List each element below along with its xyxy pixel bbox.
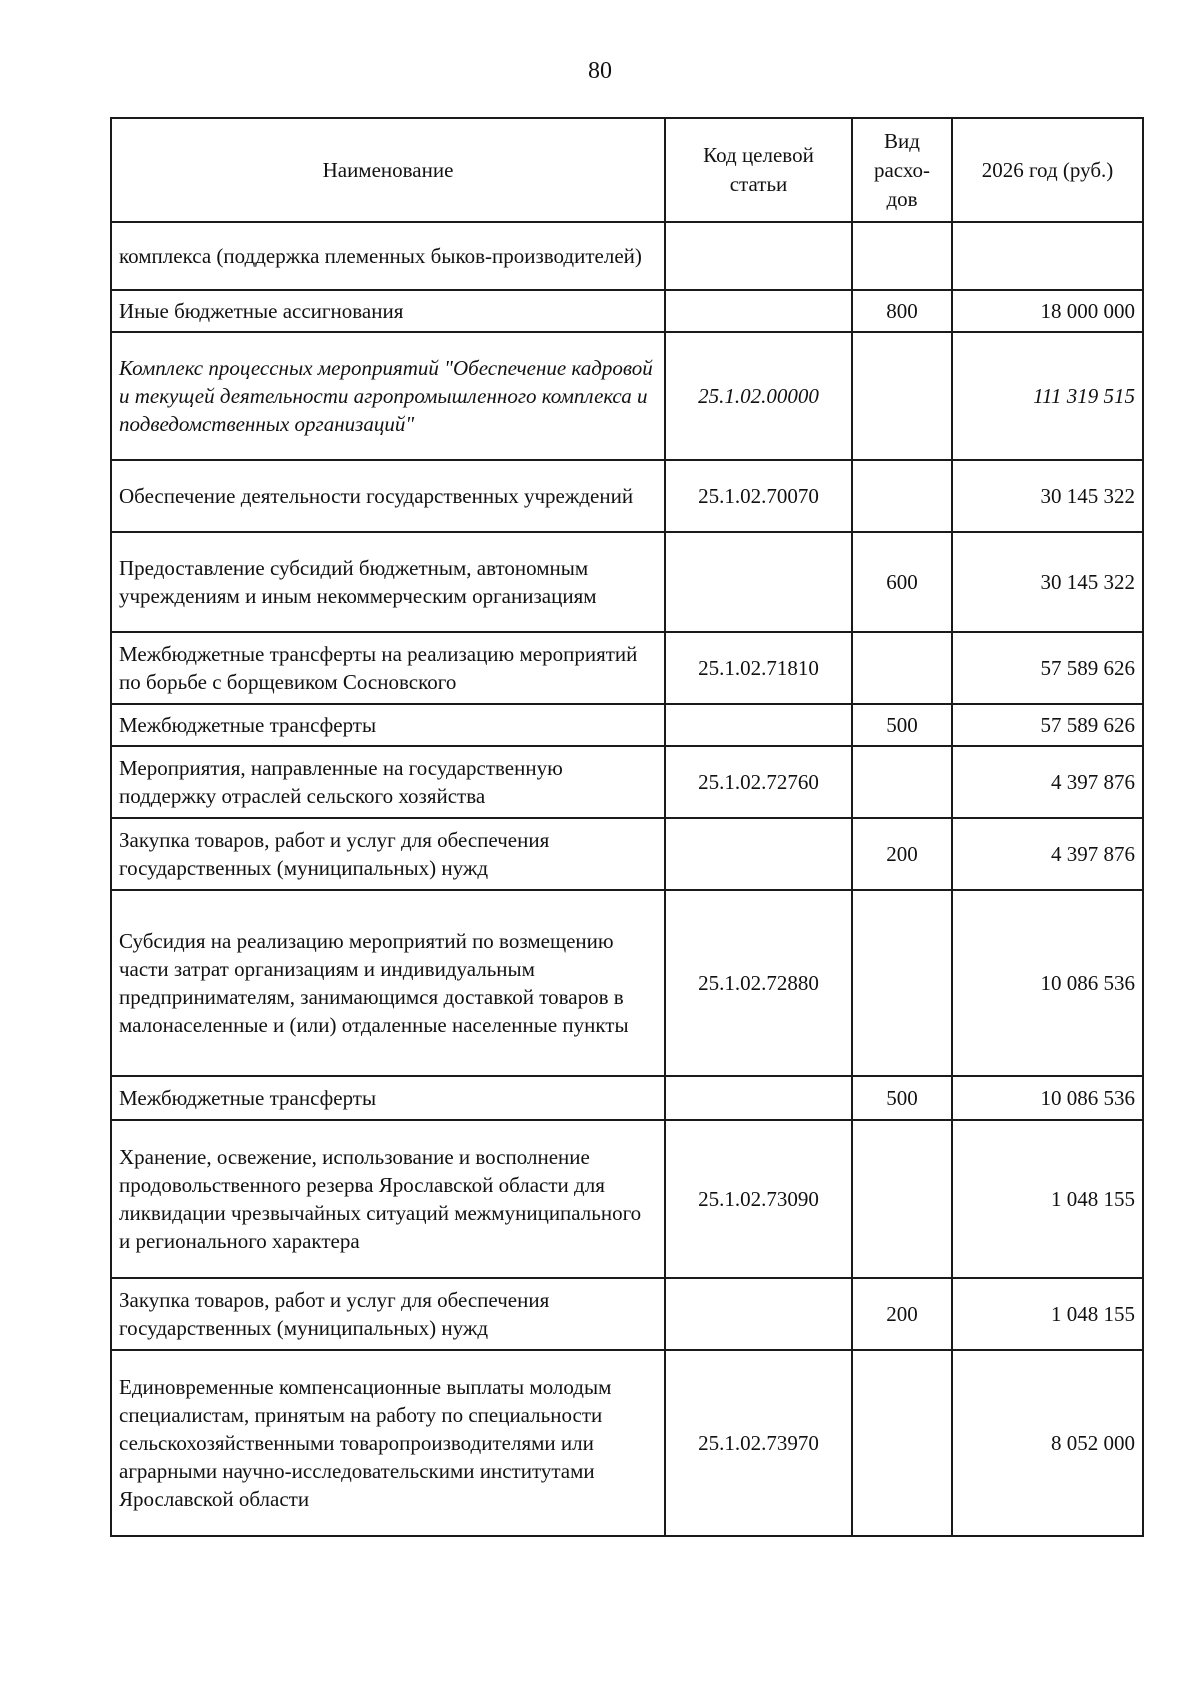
row-name: комплекса (поддержка племенных быков-производителей) (111, 222, 665, 290)
row-type (852, 1350, 952, 1536)
row-name: Единовременные компенсационные выплаты молодым специалистам, принятым на работу по специальности сельскохозяйственными товаропроизводителями или аграрными научно-исследовательскими институтами Ярославской области (111, 1350, 665, 1536)
row-name: Мероприятия, направленные на государственную поддержку отраслей сельского хозяйства (111, 746, 665, 818)
row-amount: 4 397 876 (952, 818, 1143, 890)
row-amount: 30 145 322 (952, 532, 1143, 632)
row-amount: 1 048 155 (952, 1278, 1143, 1350)
row-code: 25.1.02.73970 (665, 1350, 852, 1536)
row-name: Межбюджетные трансферты (111, 704, 665, 746)
table-row (111, 532, 1143, 632)
table-row (111, 1120, 1143, 1278)
row-type (852, 460, 952, 532)
header-code: Код целевой статьи (665, 118, 852, 222)
row-type: 500 (852, 704, 952, 746)
table-row (111, 290, 1143, 332)
row-name: Хранение, освежение, использование и восполнение продовольственного резерва Ярославской области для ликвидации чрезвычайных ситуаций межмуниципального и регионального характера (111, 1120, 665, 1278)
row-code (665, 1278, 852, 1350)
row-name: Иные бюджетные ассигнования (111, 290, 665, 332)
row-name: Закупка товаров, работ и услуг для обеспечения государственных (муниципальных) нужд (111, 1278, 665, 1350)
row-code: 25.1.02.73090 (665, 1120, 852, 1278)
table-row (111, 632, 1143, 704)
row-code: 25.1.02.70070 (665, 460, 852, 532)
table-row (111, 704, 1143, 746)
table-row (111, 890, 1143, 1076)
row-type: 500 (852, 1076, 952, 1120)
row-name: Межбюджетные трансферты на реализацию мероприятий по борьбе с борщевиком Сосновского (111, 632, 665, 704)
row-name: Закупка товаров, работ и услуг для обеспечения государственных (муниципальных) нужд (111, 818, 665, 890)
row-type (852, 890, 952, 1076)
row-amount: 57 589 626 (952, 632, 1143, 704)
row-type (852, 332, 952, 460)
table-row (111, 222, 1143, 290)
table-header-row (111, 118, 1143, 222)
budget-table (110, 117, 1144, 1537)
table-row (111, 818, 1143, 890)
row-amount: 111 319 515 (952, 332, 1143, 460)
table-row (111, 332, 1143, 460)
row-name: Обеспечение деятельности государственных учреждений (111, 460, 665, 532)
row-type: 200 (852, 818, 952, 890)
row-amount: 10 086 536 (952, 1076, 1143, 1120)
row-name: Субсидия на реализацию мероприятий по возмещению части затрат организациям и индивидуальным предпринимателям, занимающимся доставкой товаров в малонаселенные и (или) отдаленные населенные пункты (111, 890, 665, 1076)
header-type: Вид расхо-дов (852, 118, 952, 222)
row-name: Межбюджетные трансферты (111, 1076, 665, 1120)
row-amount: 18 000 000 (952, 290, 1143, 332)
row-code (665, 290, 852, 332)
table-row (111, 1278, 1143, 1350)
header-name: Наименование (111, 118, 665, 222)
row-code: 25.1.02.72760 (665, 746, 852, 818)
row-amount: 8 052 000 (952, 1350, 1143, 1536)
row-code (665, 222, 852, 290)
row-code (665, 818, 852, 890)
row-type: 200 (852, 1278, 952, 1350)
table-row (111, 746, 1143, 818)
row-type (852, 632, 952, 704)
row-code: 25.1.02.71810 (665, 632, 852, 704)
table-row (111, 1076, 1143, 1120)
page-number: 80 (588, 58, 612, 84)
table-row (111, 1350, 1143, 1536)
row-code: 25.1.02.72880 (665, 890, 852, 1076)
row-amount: 10 086 536 (952, 890, 1143, 1076)
row-code (665, 1076, 852, 1120)
table-row (111, 460, 1143, 532)
row-code (665, 704, 852, 746)
row-code: 25.1.02.00000 (665, 332, 852, 460)
row-name: Предоставление субсидий бюджетным, автономным учреждениям и иным некоммерческим организациям (111, 532, 665, 632)
row-amount: 1 048 155 (952, 1120, 1143, 1278)
row-type: 800 (852, 290, 952, 332)
row-code (665, 532, 852, 632)
row-amount: 30 145 322 (952, 460, 1143, 532)
row-amount: 57 589 626 (952, 704, 1143, 746)
row-amount (952, 222, 1143, 290)
row-type: 600 (852, 532, 952, 632)
row-amount: 4 397 876 (952, 746, 1143, 818)
row-name: Комплекс процессных мероприятий "Обеспечение кадровой и текущей деятельности агропромышленного комплекса и подведомственных организаций" (111, 332, 665, 460)
row-type (852, 746, 952, 818)
header-amount: 2026 год (руб.) (952, 118, 1143, 222)
row-type (852, 1120, 952, 1278)
row-type (852, 222, 952, 290)
